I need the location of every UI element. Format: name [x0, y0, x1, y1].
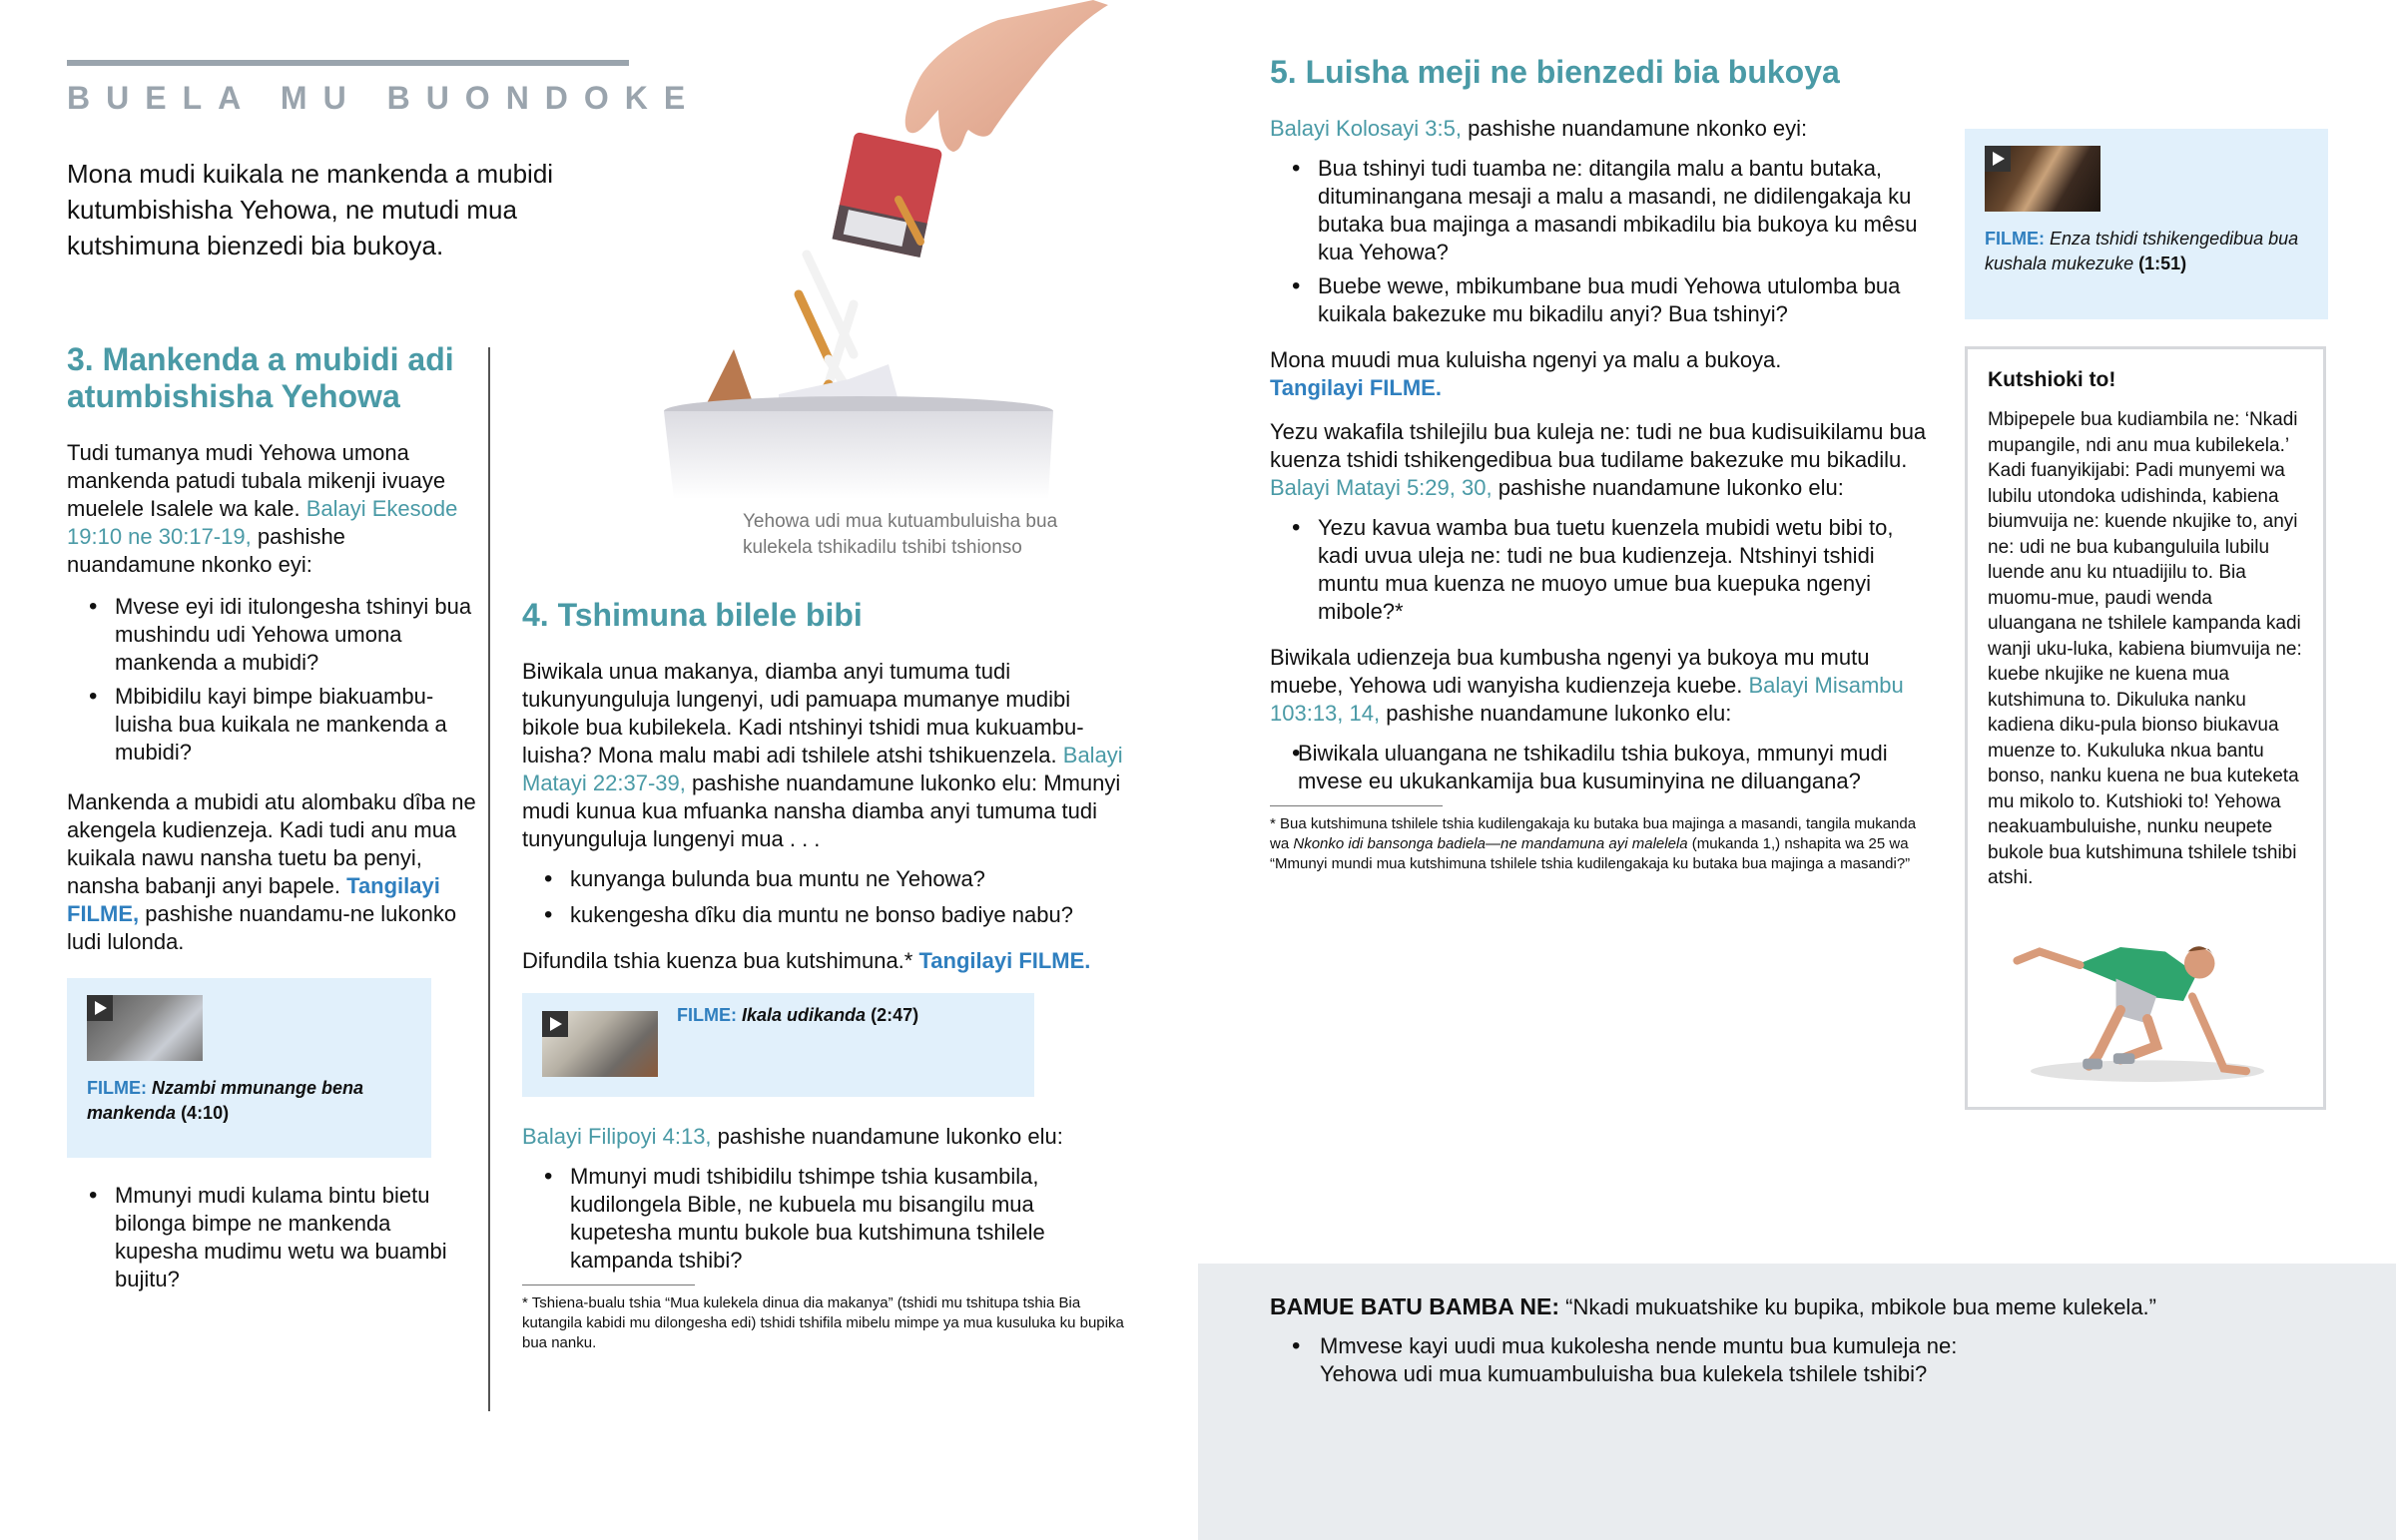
scripture-link-misambu[interactable]: Balayi Misambu 103:13, 14, [1270, 673, 1904, 726]
objection-box [1198, 1264, 2396, 1540]
section4-para1-tail: pashishe nuandamune lukonko elu: Mmunyi mudi kunua kua mfuanka nansha diamba anyi tumuma tudi tunyunguluja lungenyi mua . . . [522, 770, 1121, 851]
section3-para1-tail: pashishe nuandamune nkonko eyi: [67, 524, 345, 577]
scripture-link-kolosayi[interactable]: Balayi Kolosayi 3:5, [1270, 116, 1462, 141]
section3-para1 [67, 439, 476, 579]
video-card-enza[interactable] [1965, 129, 2328, 319]
objection-quote: “Nkadi mukuatshike ku bupika, mbikole bua meme kulekela.” [1565, 1294, 2156, 1319]
question-item: • Biwikala uluangana ne tshikadilu tshia bukoya, mmunyi mudi mvese eu ukukankamija bua kusuminyina ne diluangana? [1270, 740, 1937, 795]
watch-video-link[interactable]: Tangilayi FILME. [918, 948, 1091, 973]
video-label: FILME: [1985, 229, 2045, 249]
section5-para3-text: Yezu wakafila tshilejilu bua kuleja ne: tudi ne bua kudisuikilamu bua kuenza tshidi tshikengedibua bua tudilame bakezuke mu bikadilu. [1270, 419, 1927, 472]
section4-footnote: * Tshiena-bualu tshia “Mua kulekela dinua dia makanya” (tshidi mu tshitupa tshia Bia kutangila kabidi mu dilongesha edi) tshidi tshifila mibelu mimpe ya mua kusuluka ku bupika bua nanku. [522, 1294, 1124, 1351]
footnote-text-end: (mukanda 1,) nshapita wa 25 wa “Mmunyi mundi mua kutshimuna tshilele tshia kudilengakaja ku butaka bua majinga a masandi?” [1270, 835, 1911, 872]
section5-para4 [1270, 644, 1937, 728]
question-item: • Yezu kavua wamba bua tuetu kuenzela mubidi wetu bibi to, kadi uvua uleja ne: tudi ne bua kudienzeja. Ntshinyi tshidi muntu mua kuenza ne muoyo umue bua kuepuka ngenyi mibole?* [1270, 514, 1937, 626]
video-title: Ikala udikanda [742, 1005, 867, 1025]
section3-para2-tail: pashishe nuandamu-ne lukonko ludi lulonda. [67, 901, 457, 954]
question-item: • kunyanga bulunda bua muntu ne Yehowa? [522, 865, 1126, 893]
section5-questions [1270, 155, 1929, 328]
objection-content [1270, 1291, 2348, 1388]
section3-para2 [67, 788, 476, 956]
objection-label: BAMUE BATU BAMBA NE: [1270, 1293, 1560, 1319]
section5-para4-tail: pashishe nuandamune lukonko elu: [1386, 701, 1732, 726]
sidebar-column [1965, 129, 2328, 1110]
video-thumbnail[interactable] [87, 995, 203, 1061]
section4-para1-text: Biwikala unua makanya, diamba anyi tumuma tudi tukunyunguluja lungenyi, udi pamuapa mumanye mudibi bikole bua kubilekela. Kadi ntshinyi tshidi mua kukuambu-luisha? Mona malu mabi adi tshilele atshi tshikuenzela. [522, 659, 1084, 768]
play-icon[interactable] [87, 995, 113, 1021]
video-title: Nzambi mmunange bena mankenda [87, 1078, 364, 1123]
footnote-text: * Bua kutshimuna tshilele tshia kudilengakaja ku butaka bua majinga a masandi, tangila mukanda wa [1270, 815, 1917, 852]
question-item: • kukengesha dîku dia muntu ne bonso badiye nabu? [522, 901, 1126, 929]
column-divider [488, 347, 490, 1411]
question-item: • Bua tshinyi tudi tuamba ne: ditangila malu a bantu butaka, dituminangana mesaji a malu a masandi, ne didilengakaja ku butaka bua majinga a masandi mbikadilu bia bukoya ku mêsu kua Yehowa? [1270, 155, 1929, 266]
video-title: Enza tshidi tshikengedibua bua kushala mukezuke [1985, 229, 2299, 273]
scripture-link-matayi-22[interactable]: Balayi Matayi 22:37-39, [522, 743, 1123, 795]
runner-illustration [1988, 911, 2307, 1091]
question-item: • Mbibidilu kayi bimpe biakuambu-luisha bua kuikala ne mankenda a mubidi? [67, 683, 476, 767]
video-thumbnail[interactable] [542, 1011, 658, 1077]
intro-text: Mona mudi kuikala ne mankenda a mubidi kutumbishisha Yehowa, ne mutudi mua kutshimuna bienzedi bia bukoya. [67, 159, 554, 260]
section5-para4-text: Biwikala udienzeja bua kumbusha ngenyi ya bukoya mu mutu muebe, Yehowa udi wanyisha kudienzeja kuebe. [1270, 645, 1870, 698]
video-label: FILME: [677, 1005, 737, 1025]
section5-para3-tail: pashishe nuandamune lukonko elu: [1498, 475, 1844, 500]
section5-para1 [1270, 115, 1937, 143]
section4-para2 [522, 947, 1126, 975]
scripture-link-matayi-5[interactable]: Balayi Matayi 5:29, 30, [1270, 475, 1493, 500]
play-icon[interactable] [542, 1011, 568, 1037]
section4-heading: 4. Tshimuna bilele bibi [522, 597, 863, 633]
section5-column [1270, 54, 1937, 874]
video-card-ikala[interactable] [522, 993, 1034, 1097]
footnote-rule [1270, 805, 1443, 806]
section3-para2-text: Mankenda a mubidi atu alombaku dîba ne akengela kudienzeja. Kadi tudi anu mua kuikala nawu nansha tuetu ba penyi, nansha babanji anyi bapele. [67, 789, 476, 898]
encouragement-text: Mbipepele bua kudiambila ne: ‘Nkadi mupangile, ndi anu mua kubilekela.’ Kadi fuanyikijabi: Padi munyemi wa lubilu utondoka udishinda, kabiena biumvuija ne: kuende nkujike to, anyi ne: udi ne bua kubanguluila lubilu luende anu ku ntuadijilu to. Bia muomu-mue, paudi wenda uluangana ne tshilele kampanda kadi wanji uku-luka, kabiena biumvuija ne: kuebe nkujike ne kuena mua kutshimuna to. Dikuluka nanku kadiena diku-pula bionso biukavua muenze to. Kukuluka nkua bantu bonso, nanku kuena ne bua kuteketa mu mikolo to. Kutshioki to! Yehowa neakuambuluishe, nunku neupete bukole bua kutshimuna tshilele tshibi atshi. [1988, 409, 2302, 888]
objection-questions [1270, 1332, 1989, 1388]
watch-video-link[interactable]: Tangilayi FILME. [1270, 375, 1442, 400]
section3-heading: 3. Mankenda a mubidi adi atumbishisha Yehowa [67, 341, 454, 414]
video-duration: (4:10) [181, 1103, 230, 1123]
section4-questions-2 [522, 1163, 1126, 1275]
section4-para3-tail: pashishe nuandamune lukonko elu: [717, 1124, 1063, 1149]
trash-illustration [639, 0, 1108, 499]
section5-questions-2 [1270, 514, 1937, 626]
section4-para2-text: Difundila tshia kuenza bua kutshimuna.* [522, 948, 913, 973]
section3-questions-2 [67, 1182, 476, 1293]
footnote-book-title: Nkonko idi bansonga badiela—ne mandamuna ayi malelela [1293, 835, 1688, 852]
question-item: • Buebe wewe, mbikumbane bua mudi Yehowa utulomba bua kuikala bakezuke mu bikadilu anyi? Bua tshinyi? [1270, 272, 1929, 328]
encouragement-title: Kutshioki to! [1988, 368, 2116, 391]
section-title: BUELA MU BUONDOKE [67, 80, 702, 116]
section4-para3 [522, 1123, 1126, 1151]
section5-para1-tail: pashishe nuandamune nkonko eyi: [1468, 116, 1808, 141]
watch-video-link[interactable]: Tangilayi FILME, [67, 873, 440, 926]
section5-questions-3 [1270, 740, 1937, 795]
section5-heading: 5. Luisha meji ne bienzedi bia bukoya [1270, 54, 1840, 90]
section3-questions [67, 593, 476, 767]
play-icon[interactable] [1985, 146, 2011, 172]
video-duration: (1:51) [2138, 254, 2187, 273]
scripture-link-ekesode[interactable]: Balayi Ekesode 19:10 ne 30:17-19, [67, 496, 458, 549]
section4-para1 [522, 658, 1126, 853]
hand-cigarettes-bin-image [639, 0, 1108, 499]
question-item: • Mmunyi mudi kulama bintu bietu bilonga bimpe ne mankenda kupesha mudimu wetu wa buambi bujitu? [67, 1182, 476, 1293]
section5-para2 [1270, 346, 1937, 402]
question-item: • Mvese eyi idi itulongesha tshinyi bua mushindu udi Yehowa umona mankenda a mubidi? [67, 593, 476, 677]
video-duration: (2:47) [871, 1005, 919, 1025]
illustration-caption: Yehowa udi mua kutuambuluisha bua kulekela tshikadilu tshibi tshionso [743, 511, 1058, 558]
objection-statement [1270, 1291, 2348, 1322]
section4-questions [522, 865, 1126, 929]
scripture-link-filipoyi[interactable]: Balayi Filipoyi 4:13, [522, 1124, 712, 1149]
question-item: • Mmvese kayi uudi mua kukolesha nende muntu bua kumuleja ne: Yehowa udi mua kumuambuluisha bua kulekela tshilele tshibi? [1270, 1332, 1989, 1388]
section4-column [522, 509, 1126, 1353]
video-card-nzambi[interactable] [67, 978, 431, 1158]
question-item: • Mmunyi mudi tshibidilu tshimpe tshia kusambila, kudilongela Bible, ne kubuela mu bisangilu mua kupetesha muntu bukole bua kutshimuna tshilele kampanda tshibi? [522, 1163, 1126, 1275]
section5-para2-text: Mona muudi mua kuluisha ngenyi ya malu a bukoya. [1270, 347, 1782, 372]
video-thumbnail[interactable] [1985, 146, 2100, 212]
footnote-rule [522, 1284, 695, 1285]
header-rule [67, 60, 629, 66]
section5-footnote [1270, 814, 1937, 874]
section3-para1-text: Tudi tumanya mudi Yehowa umona mankenda patudi tubala mikenji ivuaye muelele Isalele wa kale. [67, 440, 446, 521]
encouragement-box [1965, 346, 2326, 1110]
section5-para3 [1270, 418, 1937, 502]
video-label: FILME: [87, 1078, 147, 1098]
section3-column [67, 341, 476, 1293]
